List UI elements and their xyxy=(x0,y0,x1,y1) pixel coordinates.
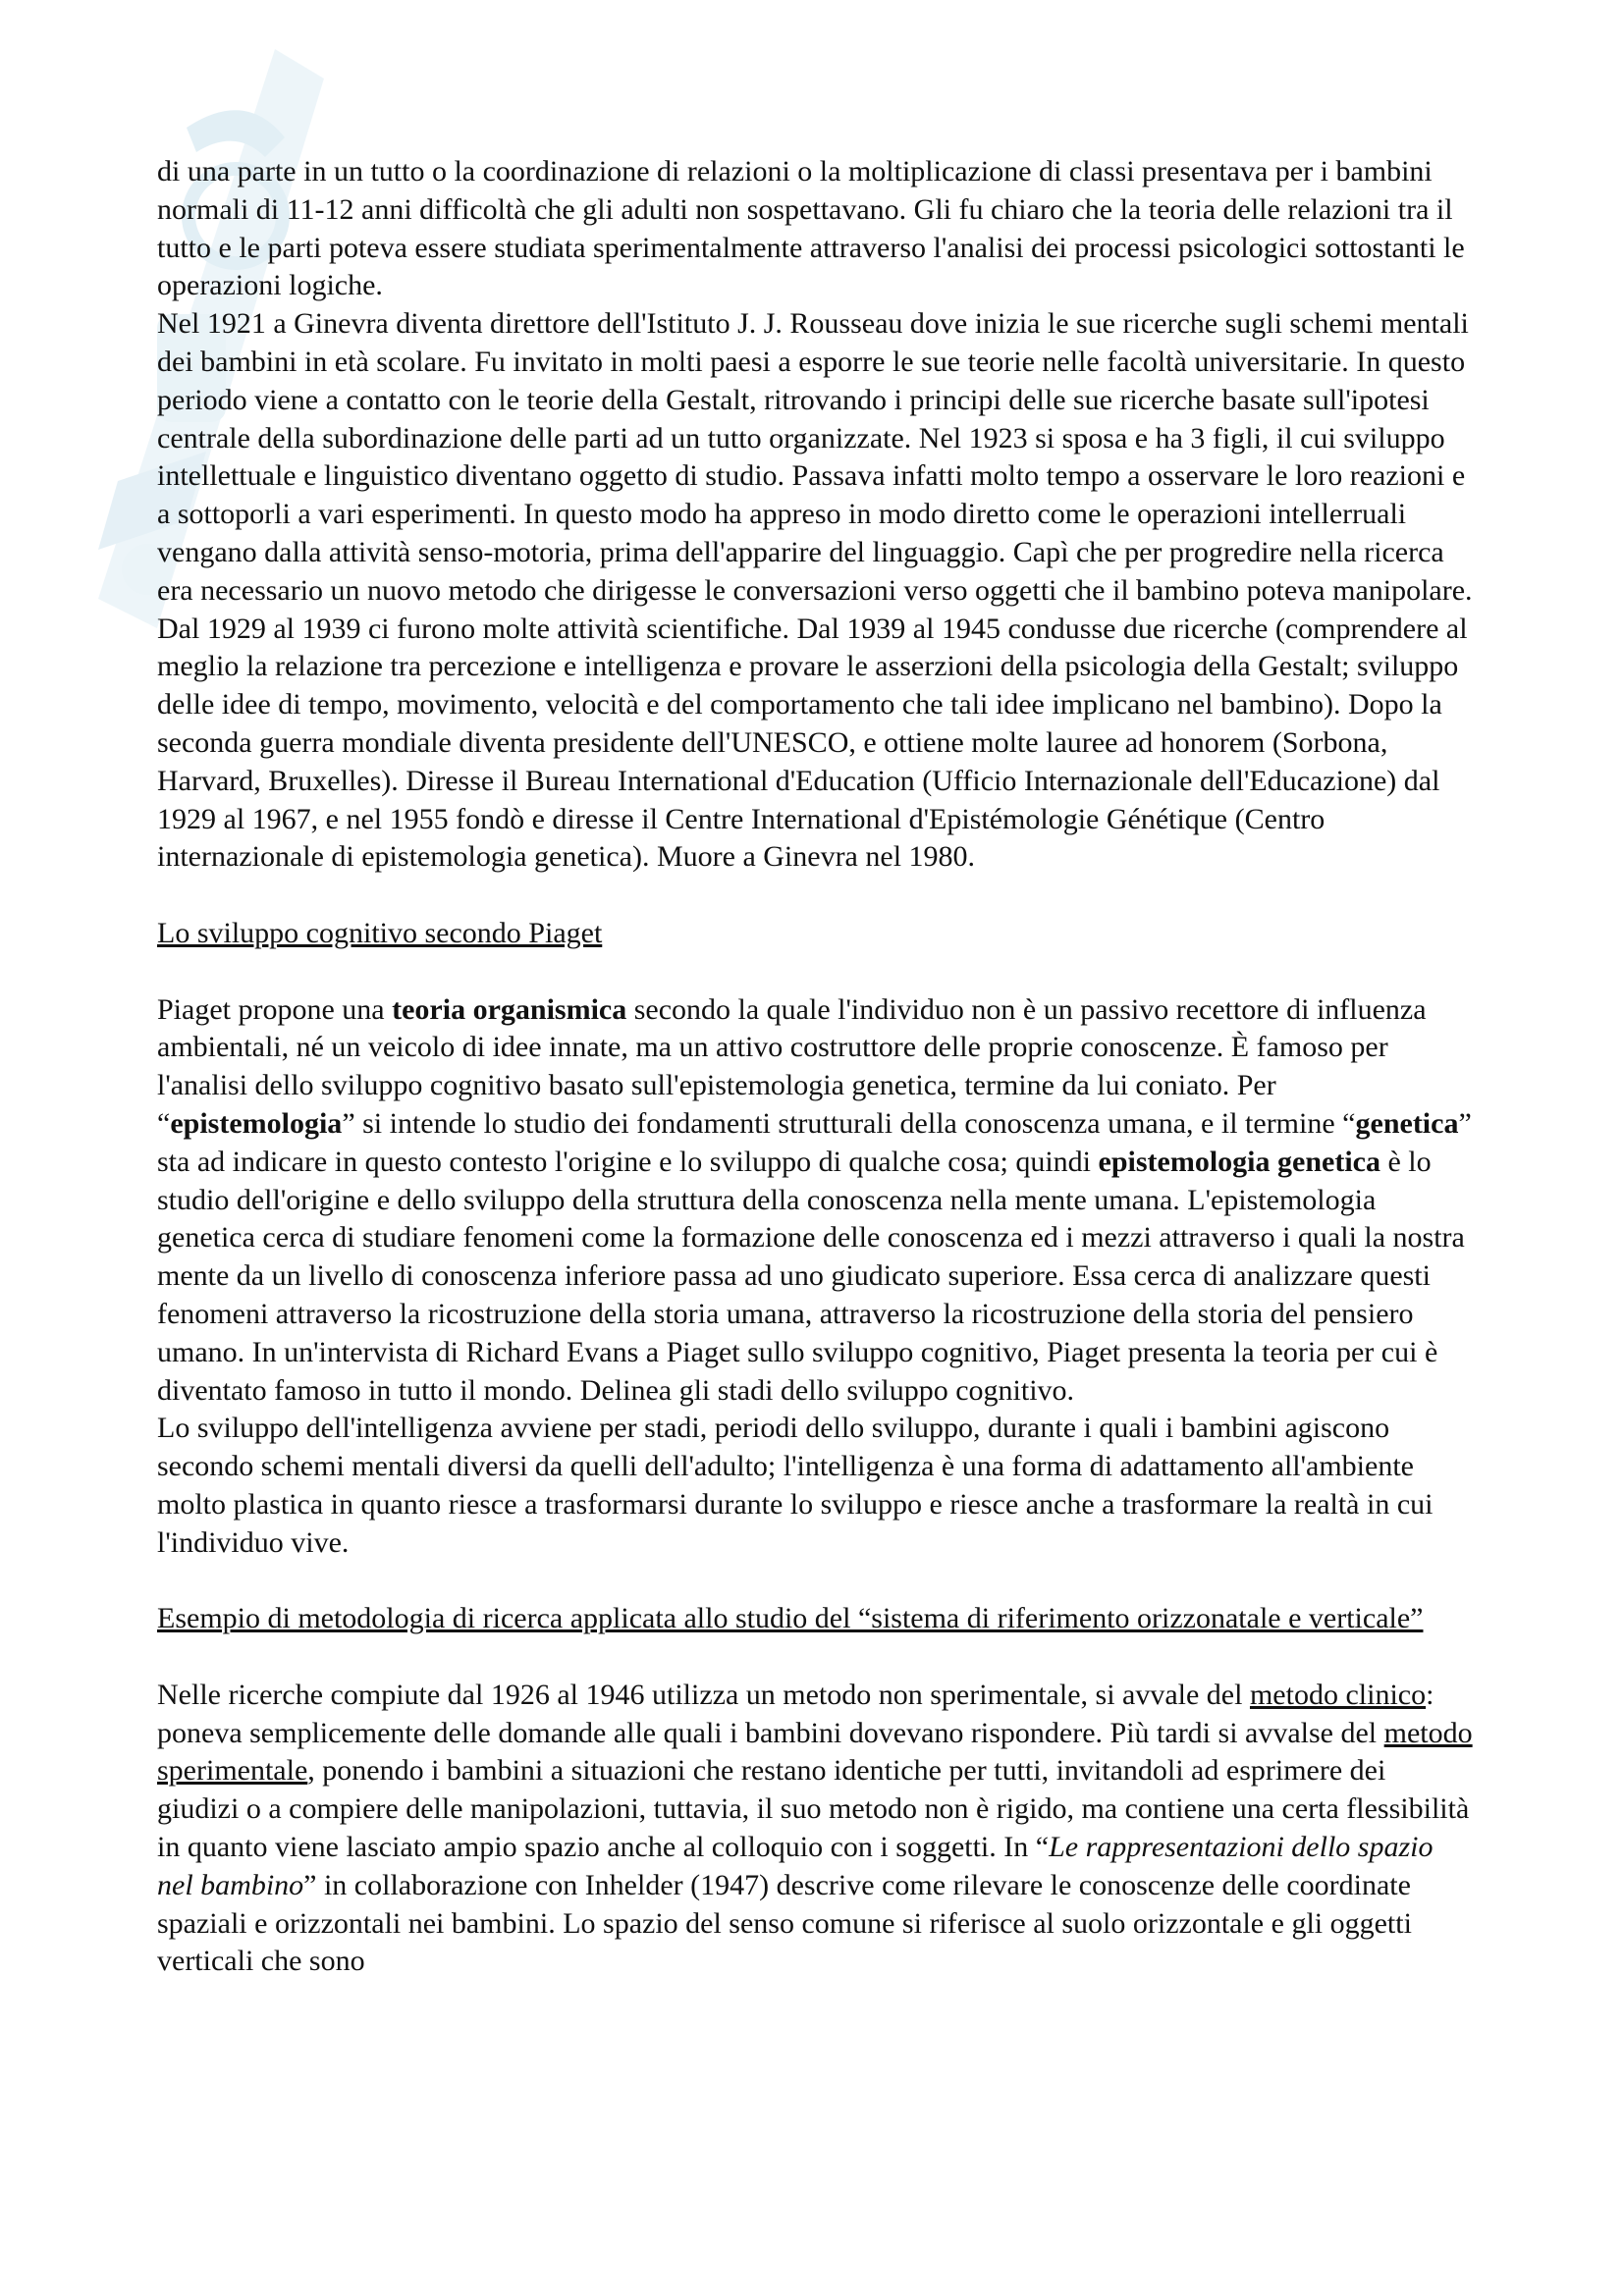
underlined-term: metodo clinico xyxy=(1249,1678,1427,1711)
bold-term: epistemologia genetica xyxy=(1098,1145,1380,1178)
bold-term: epistemologia xyxy=(170,1106,343,1140)
bold-term: genetica xyxy=(1355,1106,1459,1140)
section-heading: Lo sviluppo cognitivo secondo Piaget xyxy=(157,916,603,949)
paragraph: Nelle ricerche compiute dal 1926 al 1946 utilizza un metodo non sperimentale, si avvale del metodo clinico: poneva semplicemente delle domande alle quali i bambini dovevano rispondere. Più tardi si avvalse del metodo sperimentale, ponendo i bambini a situazioni che restano identiche per tutti, invitandoli ad esprimere dei giudizi o a compiere delle manipolazioni, tuttavia, il suo metodo non è rigido, ma contiene una certa flessibilità in quanto viene lasciato ampio spazio anche al colloquio con i soggetti. In “Le rappresentazioni dello spazio nel bambino” in collaborazione con Inhelder (1947) descrive come rilevare le conoscenze delle coordinate spaziali e orizzontali nei bambini. Lo spazio del senso comune si riferisce al suolo orizzontale e gli oggetti verticali che sono xyxy=(157,1678,1473,1978)
paragraph: Lo sviluppo dell'intelligenza avviene per stadi, periodi dello sviluppo, durante i quali i bambini agiscono secondo schemi mentali diversi da quelli dell'adulto; l'intelligenza è una forma di adattamento all'ambiente molto plastica in quanto riesce a trasformarsi durante lo sviluppo e riesce anche a trasformare la realtà in cui l'individuo vive. xyxy=(157,1412,1434,1559)
bold-term: teoria organismica xyxy=(392,992,627,1026)
paragraph: di una parte in un tutto o la coordinazione di relazioni o la moltiplicazione di classi presentava per i bambini normali di 11-12 anni difficoltà che gli adulti non sospettavano. Gli fu chiaro che la teoria delle relazioni tra il tutto e le parti poteva essere studiata sperimentalmente attraverso l'analisi dei processi psicologici sottostanti le operazioni logiche. xyxy=(157,155,1465,302)
section-heading: Esempio di metodologia di ricerca applicata allo studio del “sistema di riferimento orizzonatale e verticale” xyxy=(157,1602,1424,1635)
book-title: Le rappresentazioni dello spazio nel bambino xyxy=(157,1831,1434,1901)
paragraph: Nel 1921 a Ginevra diventa direttore dell'Istituto J. J. Rousseau dove inizia le sue ricerche sugli schemi mentali dei bambini in età scolare. Fu invitato in molti paesi a esporre le sue teorie nelle facoltà universitarie. In questo periodo viene a contatto con le teorie della Gestalt, ritrovando i principi delle sue ricerche basate sull'ipotesi centrale della subordinazione delle parti ad un tutto organizzate. Nel 1923 si sposa e ha 3 figli, il cui sviluppo intellettuale e linguistico diventano oggetto di studio. Passava infatti molto tempo a osservare le loro reazioni e a sottoporli a vari esperimenti. In questo modo ha appreso in modo diretto come le operazioni intellerruali vengano dalla attività senso-motoria, prima dell'apparire del linguaggio. Capì che per progredire nella ricerca era necessario un nuovo metodo che dirigesse le conversazioni verso oggetti che il bambino poteva manipolare. Dal 1929 al 1939 ci furono molte attività scientifiche. Dal 1939 al 1945 condusse due ricerche (comprendere al meglio la relazione tra percezione e intelligenza e provare le asserzioni della psicologia della Gestalt; sviluppo delle idee di tempo, movimento, velocità e del comportamento che tali idee implicano nel bambino). Dopo la seconda guerra mondiale diventa presidente dell'UNESCO, e ottiene molte lauree ad honorem (Sorbona, Harvard, Bruxelles). Diresse il Bureau International d'Education (Ufficio Internazionale dell'Educazione) dal 1929 al 1967, e nel 1955 fondò e diresse il Centre International d'Epistémologie Génétique (Centro internazionale di epistemologia genetica). Muore a Ginevra nel 1980. xyxy=(157,307,1473,874)
document-page xyxy=(157,153,1473,1981)
underlined-term: metodo sperimentale xyxy=(157,1716,1473,1788)
paragraph: Piaget propone una teoria organismica secondo la quale l'individuo non è un passivo recettore di influenza ambientali, né un veicolo di idee innate, ma un attivo costruttore delle proprie conoscenze. È famoso per l'analisi dello sviluppo cognitivo basato sull'epistemologia genetica, termine da lui coniato. Per “epistemologia” si intende lo studio dei fondamenti strutturali della conoscenza umana, e il termine “genetica” sta ad indicare in questo contesto l'origine e lo sviluppo di qualche cosa; quindi epistemologia genetica è lo studio dell'origine e dello sviluppo della struttura della conoscenza nella mente umana. L'epistemologia genetica cerca di studiare fenomeni come la formazione delle conoscenza ed i mezzi attraverso i quali la nostra mente da un livello di conoscenza inferiore passa ad uno giudicato superiore. Essa cerca di analizzare questi fenomeni attraverso la ricostruzione della storia umana, attraverso la ricostruzione della storia del pensiero umano. In un'intervista di Richard Evans a Piaget sullo sviluppo cognitivo, Piaget presenta la teoria per cui è diventato famoso in tutto il mondo. Delinea gli stadi dello sviluppo cognitivo. xyxy=(157,992,1472,1407)
